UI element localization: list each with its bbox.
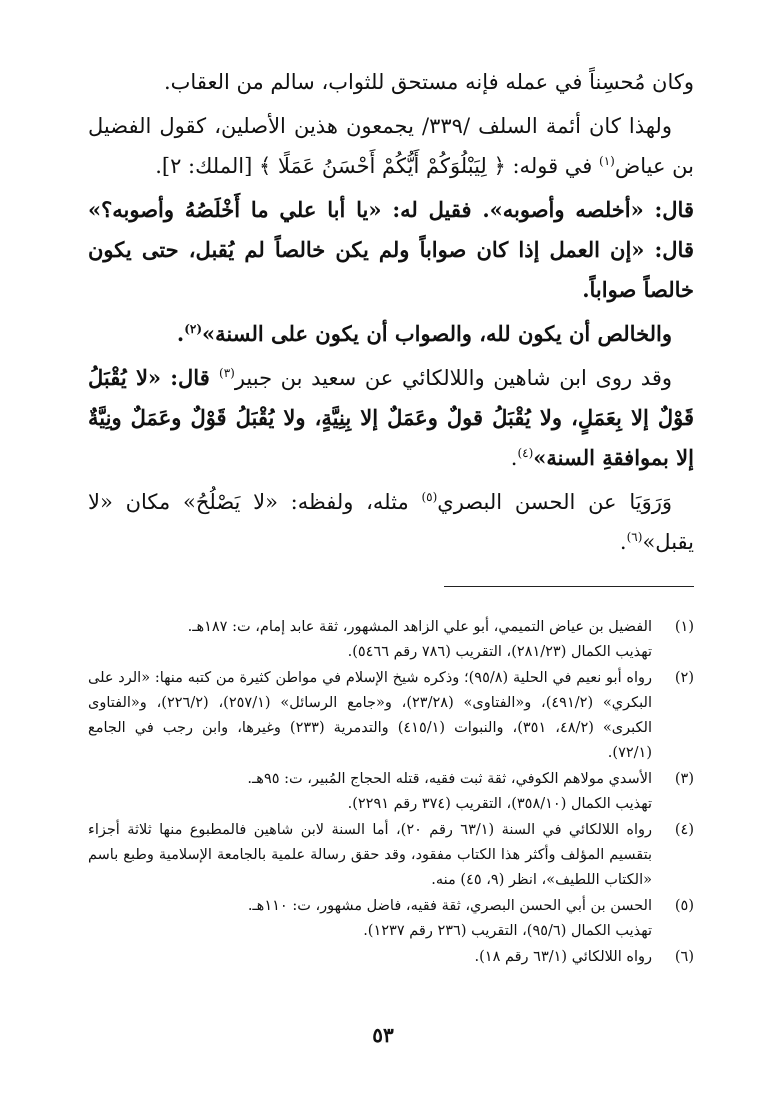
footnote-line: الحسن بن أبي الحسن البصري، ثقة فقيه، فاضل مشهور، ت: ١١٠هـ. (247, 898, 652, 914)
footnote (88, 666, 694, 766)
book-page (88, 62, 694, 1065)
footnote-body (88, 666, 652, 766)
footnote-line: تهذيب الكمال (٣٥٨/١٠)، التقريب (٣٧٤ رقم ٢٢٩١). (347, 796, 652, 812)
paragraph-text: قال: «لا يُقْبَلُ قَوْلٌ إلا بِعَمَلٍ، ولا يُقْبَلُ قولٌ وعَمَلٌ إلا بِنِيَّةٍ، ولا يُقْبَلُ قَوْلٌ وعَمَلٌ ونِيَّةٌ إلا بموافقةِ السنة» (88, 365, 694, 470)
footnote-ref: (٥) (421, 490, 438, 504)
footnote-number: (٢) (674, 670, 694, 686)
footnote-body (88, 945, 652, 970)
paragraph-4 (88, 314, 694, 354)
paragraph-1 (88, 62, 694, 102)
paragraph-text: قال: «أخلصه وأصوبه». فقيل له: «يا أبا علي ما أَخْلَصُهُ وأصوبه؟» قال: «إن العمل إذا كان صواباً ولم يكن خالصاً لم يُقبل، حتى يكون خالصاً صواباً. (88, 197, 694, 302)
footnote-ref: (١) (599, 154, 615, 168)
footnote-number: (٥) (674, 898, 694, 914)
page-number: ٥٣ (372, 1023, 394, 1047)
footnotes (88, 601, 694, 970)
footnote-body (88, 615, 652, 665)
paragraph-text: وقد روى ابن شاهين واللالكائي عن سعيد بن جبير (234, 366, 672, 390)
footnote-line: تهذيب الكمال (٢٨١/٢٣)، التقريب (٧٨٦ رقم ٥٤٦٦). (347, 644, 652, 660)
footnote (88, 894, 694, 944)
footnote-number: (٤) (674, 822, 694, 838)
footnote-ref: (٢) (184, 322, 203, 336)
footnote (88, 945, 694, 970)
footnote (88, 767, 694, 817)
footnote-number: (٦) (674, 949, 694, 965)
paragraph-5 (88, 358, 694, 478)
paragraph-2 (88, 106, 694, 186)
paragraph-text: وكان مُحسِناً في عمله فإنه مستحق للثواب، سالم من العقاب. (163, 70, 694, 94)
footnote-ref: (٣) (219, 366, 235, 380)
footnote-separator (444, 586, 694, 587)
paragraph-text: ولهذا كان أئمة السلف /٣٣٩/ يجمعون هذين الأصلين، كقول الفضيل بن عياض (88, 114, 694, 178)
footnote (88, 818, 694, 893)
footnote-line: رواه أبو نعيم في الحلية (٩٥/٨)؛ وذكره شيخ الإسلام في مواطن كثيرة من كتبه منها: «الرد على البكري» (٤٩١/٢)، و«الفتاوى» (٢٣/٢٨)، و«جامع الرسائل» (٢٥٧/١)، (٢٢٦/٢)، و«الفتاوى الكبرى» (٤٨/٢، ٣٥١)، والنبوات (٤١٥/١) والتدمرية (٢٣٣) وغيرها، وابن رجب في الجامع (٧٢/١). (88, 670, 652, 761)
paragraph-6 (88, 482, 694, 562)
footnote-line: رواه اللالكائي في السنة (٦٣/١ رقم ٢٠)، أما السنة لابن شاهين فالمطبوع منها ثلاثة أجزاء بتقسيم المؤلف وأكثر هذا الكتاب مفقود، وقد حقق رسالة علمية بالجامعة الإسلامية وطبع باسم «الكتاب اللطيف»، انظر (٩، ٤٥) منه. (88, 822, 652, 888)
footnote-ref: (٤) (517, 446, 534, 460)
paragraph-text: مثله، ولفظه: «لا يَصْلُحُ» مكان «لا يقبل» (88, 490, 694, 554)
footnote-number: (٣) (674, 771, 694, 787)
paragraph-text: . (176, 321, 185, 346)
paragraph-text: وَرَوَيَا عن الحسن البصري (437, 490, 672, 514)
footnote-line: الأسدي مولاهم الكوفي، ثقة ثبت فقيه، قتله الحجاج المُبير، ت: ٩٥هـ. (247, 771, 652, 787)
paragraph-text: والخالص أن يكون لله، والصواب أن يكون على السنة» (202, 321, 672, 346)
paragraph-text: . (619, 530, 627, 554)
footnote-number: (١) (674, 619, 694, 635)
footnote (88, 615, 694, 665)
paragraph-3 (88, 190, 694, 310)
footnote-body (88, 894, 652, 944)
footnote-body (88, 818, 652, 893)
paragraph-text: . (510, 446, 518, 470)
footnote-line: رواه اللالكائي (٦٣/١ رقم ١٨). (474, 949, 652, 965)
paragraph-text: في قوله: ﴿ لِيَبْلُوَكُمْ أَيُّكُمْ أَحْسَنُ عَمَلًا ﴾ [الملك: ٢]. (155, 154, 599, 178)
footnote-body (88, 767, 652, 817)
footnote-ref: (٦) (626, 530, 643, 544)
footnote-line: الفضيل بن عياض التميمي، أبو علي الزاهد المشهور، ثقة عابد إمام، ت: ١٨٧هـ. (187, 619, 652, 635)
footnote-line: تهذيب الكمال (٩٥/٦)، التقريب (٢٣٦ رقم ١٢٣٧). (363, 923, 652, 939)
